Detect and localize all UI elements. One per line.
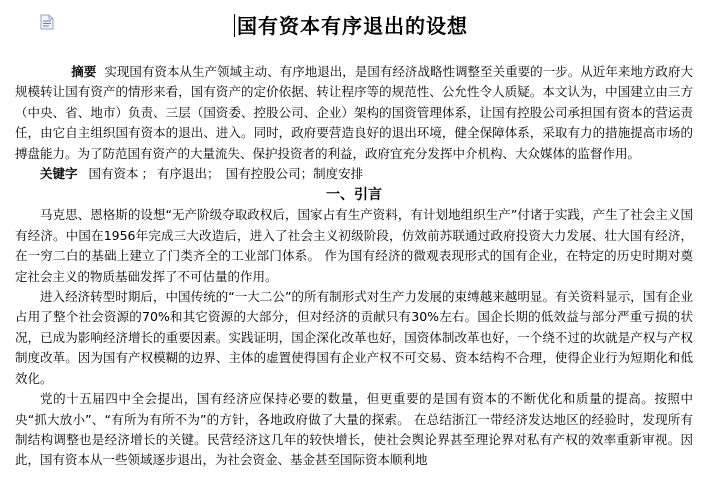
abstract-text: 实现国有资本从生产领域主动、有序地退出，是国有经济战略性调整至关重要的一步。从近年来地方政府大规模转让国有资产的情形来看，国有资产的定价依据、转让程序等的规范性、公允性令人质疑。本文认为，中国建立由三方（中央、省、地市）负责、三层（国资委、控股公司、企业）架构的国资管理体系，让国有控股公司承担国有资本的营运责任，由它自主组织国有资本的退出、进入。同时，政府要营造良好的退出环境，健全保障体系，采取有力的措施提高市场的搏盘能力。为了防范国有资产的大量流失、保护投资者的利益，政府宜充分发挥中介机构、大众媒体的监督作用。 (15, 64, 693, 161)
paragraph: 党的十五届四中全会提出，国有经济应保持必要的数量，但更重要的是国有资本的不断优化和质量的提高。按照中央“抓大放小”、“有所为有所不为”的方针，各地政府做了大量的探索。 在总结浙江一带经济发达地区的经验时，发现所有制结构调整也是经济增长的关键。民营经济这几年的较快增长，使社会舆论界甚至理论界对私有产权的效率重新审视。因此，国有资本从一些领域逐步退出，为社会资金、基金甚至国际资本顺利地 (15, 391, 693, 468)
keyword: 有序退出； (157, 166, 220, 182)
abstract-label: 摘要 (71, 64, 97, 79)
document-title (0, 10, 702, 39)
title-text: 国有资本有序退出的设想 (237, 14, 468, 38)
abstract (15, 62, 693, 164)
keyword: 国有资本 (88, 166, 139, 182)
keywords: 关键字 国有资本 ； 有序退出； 国有控股公司；制度安排 (40, 166, 364, 182)
keywords-label: 关键字 (40, 166, 78, 182)
text-cursor (234, 14, 235, 37)
keyword: 国有控股公司；制度安排 (225, 166, 364, 182)
section-heading: 一、引言 (326, 187, 382, 204)
document-body (15, 62, 693, 471)
paragraph: 进入经济转型时期后，中国传统的“一大二公”的所有制形式对生产力发展的束缚越来越明显。有关资料显示，国有企业占用了整个社会资源的70%和其它资源的大部分，但对经济的贡献只有30%左右。国企长期的低效益与部分严重亏损的状况，已成为影响经济增长的重要因素。实践证明，国企深化改革也好，国资体制改革也好，一个绕不过的坎就是产权与产权制度改革。因为国有产权模糊的边界、主体的虚置使得国有企业产权不可交易、资本结构不合理，使得企业行为短期化和低效化。 (15, 289, 693, 386)
paragraph: 马克思、恩格斯的设想“无产阶级夺取政权后，国家占有生产资料，有计划地组织生产”付诸于实践，产生了社会主义国有经济。中国在1956年完成三大改造后，进入了社会主义初级阶段，仿效前苏联通过政府投资大力发展、壮大国有经济，在一穷二白的基础上建立了门类齐全的工业部门体系。 作为国有经济的微观表现形式的国有企业，在特定的历史时期对奠定社会主义的物质基础发挥了不可估量的作用。 (15, 207, 693, 284)
